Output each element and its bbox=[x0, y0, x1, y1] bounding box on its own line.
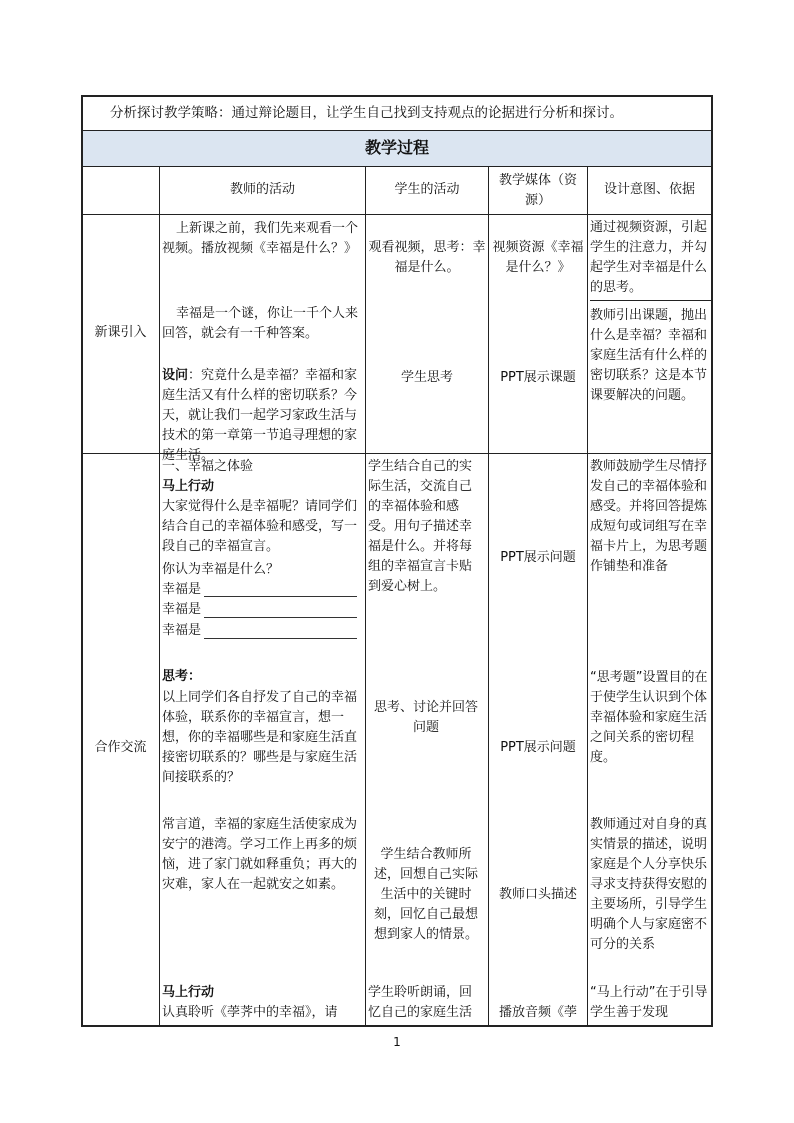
table-border-top bbox=[81, 95, 713, 97]
page-number: 1 bbox=[393, 1035, 401, 1049]
student-activity-share: 学生结合自己的实际生活，交流自己的幸福体验和感受。用句子描述幸福是什么。并将每组的幸福宣言卡贴到爱心树上。 bbox=[368, 459, 473, 594]
media-ppt-question-1: PPT展示问题 bbox=[500, 550, 576, 565]
teacher-activity-intro: 幸福是一个谜，你让一千个人来回答，就会有一千种答案。 bbox=[162, 306, 359, 341]
header-media: 教学媒体（资源） bbox=[498, 173, 577, 208]
header-teacher: 教师的活动 bbox=[229, 182, 295, 197]
saying-text: 常言道，幸福的家庭生活使家成为安宁的港湾。学习工作上再多的烦恼，进了家门就如释重负；再大的灾难，家人在一起就安之如素。 bbox=[162, 817, 358, 892]
teacher-activity-question bbox=[162, 346, 362, 466]
student-activity-recall: 学生结合教师所述，回想自己实际生活中的关键时刻，回忆自己最想想到家人的情景。 bbox=[373, 847, 478, 942]
media-ppt-question-2: PPT展示问题 bbox=[500, 740, 576, 755]
section-title: 教学过程 bbox=[364, 138, 429, 157]
teacher-action-label-2: 马上行动 bbox=[162, 985, 215, 1000]
blank-line-3 bbox=[204, 638, 357, 639]
media-audio: 播放音频《荸 bbox=[498, 1005, 577, 1020]
teacher-heading-happiness: 一、幸福之体验 bbox=[162, 459, 254, 474]
media-oral-description: 教师口头描述 bbox=[498, 887, 577, 902]
design-encourage: 教师鼓励学生尽情抒发自己的幸福体验和感受。并将回答提炼成短句或词组写在幸福卡片上，为思考题作铺垫和准备 bbox=[590, 459, 708, 574]
table-border-bottom bbox=[81, 1025, 713, 1027]
table-border-right bbox=[711, 95, 713, 1027]
think-label: 思考： bbox=[162, 669, 202, 684]
teacher-action-text-2: 认真聆听《荸荠中的幸福》，请 bbox=[162, 1005, 338, 1020]
row-line bbox=[82, 214, 712, 215]
question-label: 设问 bbox=[162, 368, 189, 383]
think-text: 以上同学们各自抒发了自己的幸福体验，联系你的幸福宣言，想一想，你的幸福哪些是和家庭生活直接密切联系的？哪些是与家庭生活间接联系的？ bbox=[162, 690, 358, 785]
teacher-action-label: 马上行动 bbox=[162, 479, 215, 494]
section-label-cooperation: 合作交流 bbox=[94, 740, 147, 755]
blank-label-1: 幸福是 bbox=[162, 582, 202, 597]
question-text: ：究竟什么是幸福？幸福和家庭生活又有什么样的密切联系？今天，就让我们一起学习家政生活与技术的第一章第一节追寻理想的家庭生活。 bbox=[162, 368, 358, 463]
column-line bbox=[365, 166, 366, 1026]
teacher-question: 你认为幸福是什么？ bbox=[162, 562, 280, 577]
row-line bbox=[82, 166, 712, 167]
table-border-left bbox=[81, 95, 83, 1027]
teacher-activity-video: 上新课之前，我们先来观看一个视频。播放视频《幸福是什么？》 bbox=[162, 221, 359, 256]
column-line bbox=[159, 166, 160, 1026]
student-activity-listen: 学生聆听朗诵，回忆自己的家庭生活 bbox=[368, 985, 473, 1020]
blank-label-3: 幸福是 bbox=[162, 623, 202, 638]
column-line bbox=[488, 166, 489, 1026]
design-video: 通过视频资源，引起学生的注意力，并勾起学生对幸福是什么的思考。 bbox=[590, 220, 708, 295]
design-action: “马上行动”在于引导学生善于发现 bbox=[590, 985, 708, 1020]
student-activity-think: 学生思考 bbox=[400, 370, 453, 385]
blank-label-2: 幸福是 bbox=[162, 602, 202, 617]
media-video: 视频资源《幸福是什么？》 bbox=[492, 240, 584, 275]
column-line bbox=[587, 166, 588, 1026]
teacher-action-text: 大家觉得什么是幸福呢？请同学们结合自己的幸福体验和感受，写一段自己的幸福宣言。 bbox=[162, 499, 358, 554]
blank-line-2 bbox=[204, 617, 357, 618]
row-line bbox=[590, 300, 712, 301]
media-ppt-topic: PPT展示课题 bbox=[500, 370, 576, 385]
design-topic: 教师引出课题，抛出什么是幸福？幸福和家庭生活有什么样的密切联系？这是本节课要解决的问题。 bbox=[590, 308, 708, 403]
header-student: 学生的活动 bbox=[394, 182, 460, 197]
row-line bbox=[82, 130, 712, 131]
section-label-intro: 新课引入 bbox=[94, 325, 147, 340]
blank-line-1 bbox=[204, 596, 357, 597]
strategy-text: 分析探讨教学策略：通过辩论题目，让学生自己找到支持观点的论据进行分析和探讨。 bbox=[110, 105, 623, 121]
design-family: 教师通过对自身的真实情景的描述，说明家庭是个人分享快乐寻求支持获得安慰的主要场所，引导学生明确个人与家庭密不可分的关系 bbox=[590, 817, 708, 952]
student-activity-video: 观看视频，思考：幸福是什么。 bbox=[368, 240, 486, 275]
design-think: “思考题”设置目的在于使学生认识到个体幸福体验和家庭生活之间关系的密切程度。 bbox=[590, 670, 708, 765]
header-design: 设计意图、依据 bbox=[603, 182, 695, 197]
student-activity-discuss: 思考、讨论并回答问题 bbox=[373, 700, 478, 735]
